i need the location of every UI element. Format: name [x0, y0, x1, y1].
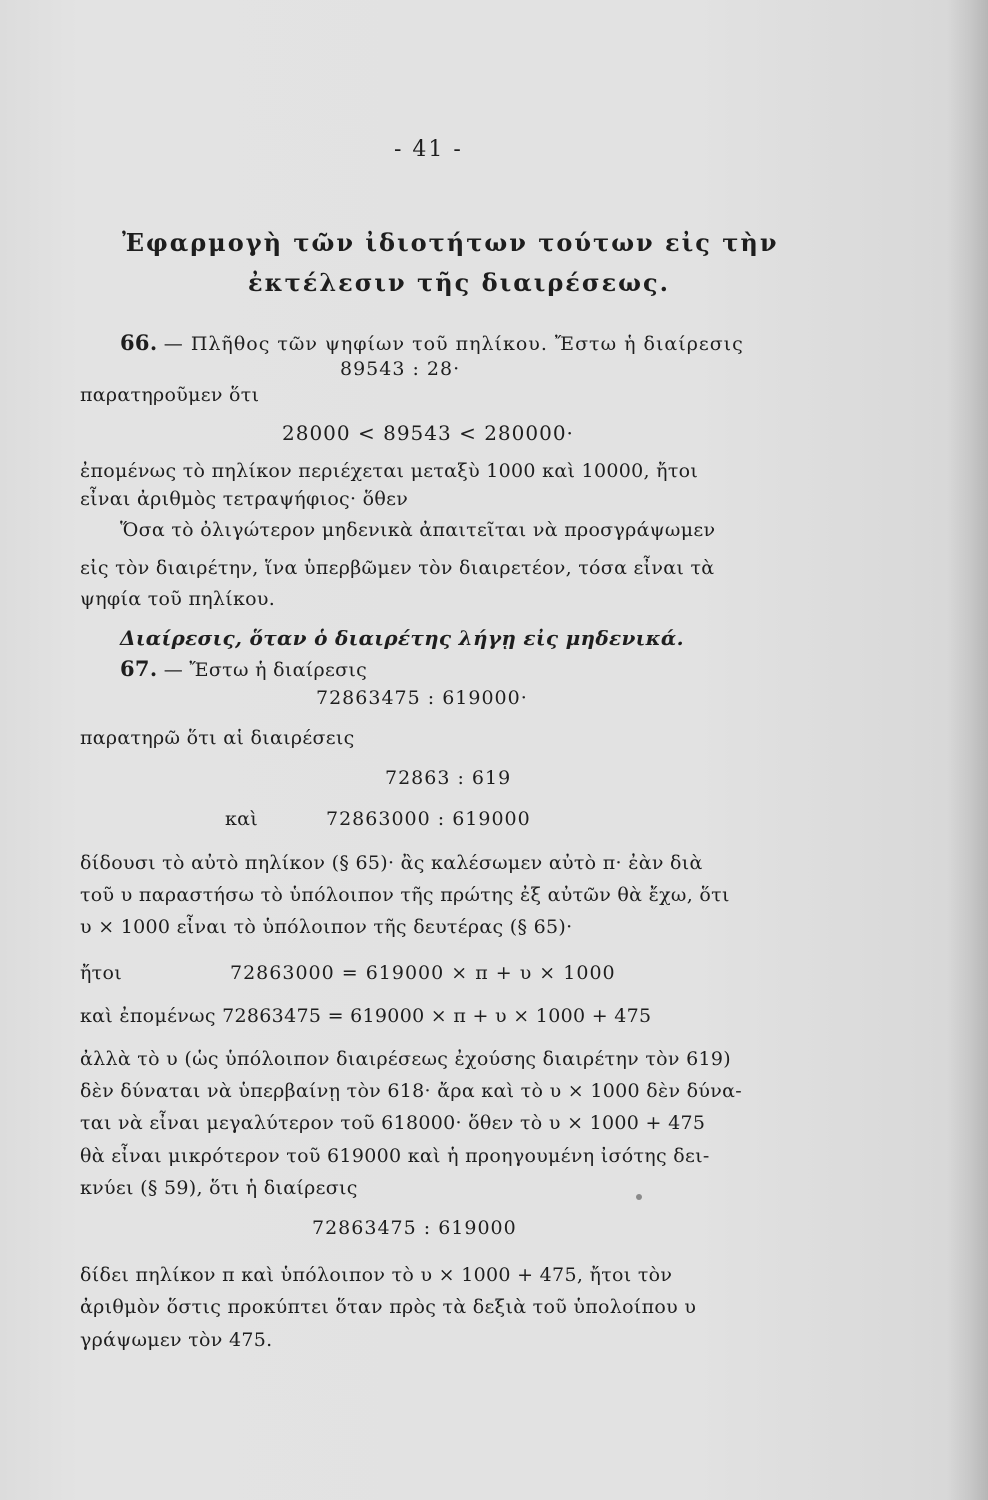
section-66-line-4: εἶναι ἀριθμὸς τετραψήφιος· ὅθεν — [80, 488, 409, 510]
section-66-line-6: εἰς τὸν διαιρέτην, ἵνα ὑπερβῶμεν τὸν διαιρετέον, τόσα εἶναι τὰ — [80, 557, 715, 579]
section-67-line-2: παρατηρῶ ὅτι αἱ διαιρέσεις — [80, 727, 355, 749]
section-67-line-9: ται νὰ εἶναι μεγαλύτερον τοῦ 618000· ὅθεν τὸ υ × 1000 + 475 — [80, 1112, 706, 1134]
section-66-line-5: Ὅσα τὸ ὀλιγώτερον μηδενικὰ ἀπαιτεῖται νὰ προσγράψωμεν — [120, 519, 716, 541]
section-67-line-13: ἀριθμὸν ὅστις προκύπτει ὅταν πρὸς τὰ δεξιὰ τοῦ ὑπολοίπου υ — [80, 1296, 697, 1318]
section-67-equation-2: 72863 : 619 — [385, 767, 512, 789]
section-67-line-10: θὰ εἶναι μικρότερον τοῦ 619000 καὶ ἡ προηγουμένη ἰσότης δει- — [80, 1145, 710, 1167]
section-67-intro: — Ἔστω ἡ διαίρεσις — [163, 659, 368, 681]
section-67-line-5: υ × 1000 εἶναι τὸ ὑπόλοιπον τῆς δευτέρας (§ 65)· — [80, 916, 573, 938]
section-67-line-14: γράψωμεν τὸν 475. — [80, 1329, 273, 1351]
section-66-equation-2: 28000 < 89543 < 280000· — [282, 421, 574, 445]
section-66-title: — Πλῆθος τῶν ψηφίων τοῦ πηλίκου. Ἔστω ἡ διαίρεσις — [163, 333, 744, 355]
section-66-line-7: ψηφία τοῦ πηλίκου. — [80, 588, 276, 610]
section-67-equation-1: 72863475 : 619000· — [316, 687, 528, 709]
section-67-line-12: δίδει πηλίκον π καὶ ὑπόλοιπον τὸ υ × 1000 + 475, ἤτοι τὸν — [80, 1264, 673, 1286]
section-67-line-8: δὲν δύναται νὰ ὑπερβαίνῃ τὸν 618· ἄρα καὶ τὸ υ × 1000 δὲν δύνα- — [80, 1080, 742, 1102]
subsection-title: Διαίρεσις, ὅταν ὁ διαιρέτης λήγῃ εἰς μηδενικά. — [120, 626, 684, 650]
section-heading-line-1: Ἐφαρμογὴ τῶν ἰδιοτήτων τούτων εἰς τὴν — [122, 228, 779, 257]
section-66-number: 66. — [120, 330, 158, 355]
section-heading-line-2: ἐκτέλεσιν τῆς διαιρέσεως. — [248, 268, 670, 297]
section-67-line-3: δίδουσι τὸ αὐτὸ πηλίκον (§ 65)· ἂς καλέσωμεν αὐτὸ π· ἐὰν διὰ — [80, 852, 703, 874]
page-edge-shadow — [946, 0, 988, 1500]
section-66-line-1 — [120, 330, 744, 355]
section-67-kai-label: καὶ — [225, 808, 259, 830]
section-66-line-3: ἐπομένως τὸ πηλίκον περιέχεται μεταξὺ 1000 καὶ 10000, ἤτοι — [80, 460, 699, 482]
section-66-equation-1: 89543 : 28· — [340, 358, 461, 380]
section-67-line-11: κνύει (§ 59), ὅτι ἡ διαίρεσις — [80, 1177, 358, 1199]
section-67-equation-4: 72863000 = 619000 × π + υ × 1000 — [230, 962, 616, 984]
section-67-line-6: καὶ ἐπομένως 72863475 = 619000 × π + υ × 1000 + 475 — [80, 1005, 652, 1027]
section-67-itoi-label: ἤτοι — [80, 962, 122, 984]
section-67-line-1 — [120, 656, 367, 681]
section-67-line-4: τοῦ υ παραστήσω τὸ ὑπόλοιπον τῆς πρώτης ἐξ αὐτῶν θὰ ἔχω, ὅτι — [80, 884, 730, 906]
section-67-number: 67. — [120, 656, 158, 681]
section-67-equation-5: 72863475 : 619000 — [312, 1217, 517, 1239]
section-66-line-2: παρατηροῦμεν ὅτι — [80, 384, 260, 406]
section-67-line-7: ἀλλὰ τὸ υ (ὡς ὑπόλοιπον διαιρέσεως ἐχούσης διαιρέτην τὸν 619) — [80, 1048, 731, 1070]
page-number: - 41 - — [394, 137, 463, 162]
ink-speck — [636, 1194, 642, 1200]
section-67-equation-3: 72863000 : 619000 — [326, 808, 531, 830]
